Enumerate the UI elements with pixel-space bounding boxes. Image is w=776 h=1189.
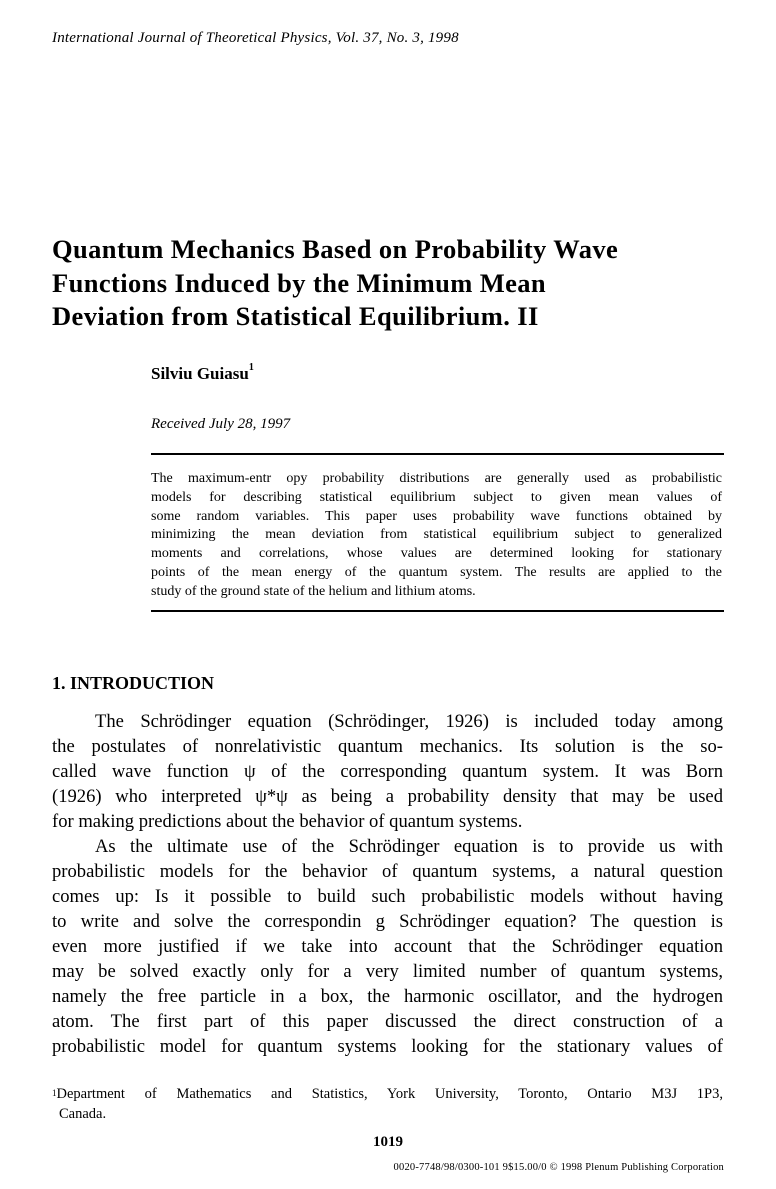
page-number: 1019 — [373, 1134, 403, 1150]
abstract — [151, 470, 722, 602]
body-line: comes up: Is it possible to build such probabilistic models without having — [52, 886, 723, 907]
author — [151, 364, 254, 384]
footnote-text: Department of Mathematics and Statistics, York University, Toronto, Ontario M3J 1P3, — [56, 1086, 723, 1102]
body-line: called wave function ψ of the corresponding quantum system. It was Born — [52, 761, 723, 782]
body-line: atom. The first part of this paper discussed the direct construction of a — [52, 1011, 723, 1032]
body-line: probabilistic model for quantum systems looking for the stationary values of — [52, 1036, 723, 1057]
body-line: probabilistic models for the behavior of quantum systems, a natural question — [52, 861, 723, 882]
footnote — [52, 1085, 723, 1124]
copyright-line: 0020-7748/98/0300-101 9$15.00/0 © 1998 Plenum Publishing Corporation — [393, 1162, 724, 1173]
abstract-line: The maximum-entr opy probability distributions are generally used as probabilistic — [151, 471, 722, 486]
body-line: the postulates of nonrelativistic quantum mechanics. Its solution is the so- — [52, 736, 723, 757]
body-line: namely the free particle in a box, the harmonic oscillator, and the hydrogen — [52, 986, 723, 1007]
abstract-line: minimizing the mean deviation from statistical equilibrium subject to generalized — [151, 527, 722, 543]
body-line: for making predictions about the behavior of quantum systems. — [52, 811, 523, 832]
body-line: may be solved exactly only for a very limited number of quantum systems, — [52, 961, 723, 982]
body-line: The Schrödinger equation (Schrödinger, 1926) is included today among — [95, 711, 723, 732]
body-line: even more justified if we take into account that the Schrödinger equation — [52, 936, 723, 957]
title-line: Quantum Mechanics Based on Probability Wave — [52, 234, 619, 264]
body-line: (1926) who interpreted ψ*ψ as being a probability density that may be used — [52, 786, 723, 807]
abstract-line: some random variables. This paper uses probability wave functions obtained by — [151, 508, 722, 524]
abstract-line: models for describing statistical equilibrium subject to given mean values of — [151, 489, 722, 505]
footnote-marker: 1 — [52, 1088, 57, 1098]
paper-title — [52, 233, 742, 334]
title-line: Deviation from Statistical Equilibrium. II — [52, 301, 539, 331]
abstract-top-rule — [151, 453, 724, 455]
author-footnote-marker: 1 — [248, 362, 254, 373]
abstract-line: points of the mean energy of the quantum system. The results are applied to the — [151, 564, 722, 580]
abstract-bottom-rule — [151, 610, 724, 612]
body-text — [52, 709, 723, 1059]
footnote-line: Canada. — [59, 1105, 107, 1122]
abstract-line: study of the ground state of the helium and lithium atoms. — [151, 583, 476, 599]
body-line: to write and solve the correspondin g Schrödinger equation? The question is — [52, 911, 723, 932]
title-line: Functions Induced by the Minimum Mean — [52, 267, 547, 298]
body-line: As the ultimate use of the Schrödinger equation is to provide us with — [95, 836, 723, 857]
section-heading: 1. INTRODUCTION — [52, 673, 215, 693]
abstract-line: moments and correlations, whose values are determined looking for stationary — [151, 546, 722, 562]
footnote-line — [52, 1085, 723, 1105]
author-name: Silviu Guiasu — [151, 364, 249, 383]
journal-citation: International Journal of Theoretical Physics, Vol. 37, No. 3, 1998 — [52, 30, 459, 46]
received-date: Received July 28, 1997 — [151, 416, 291, 432]
